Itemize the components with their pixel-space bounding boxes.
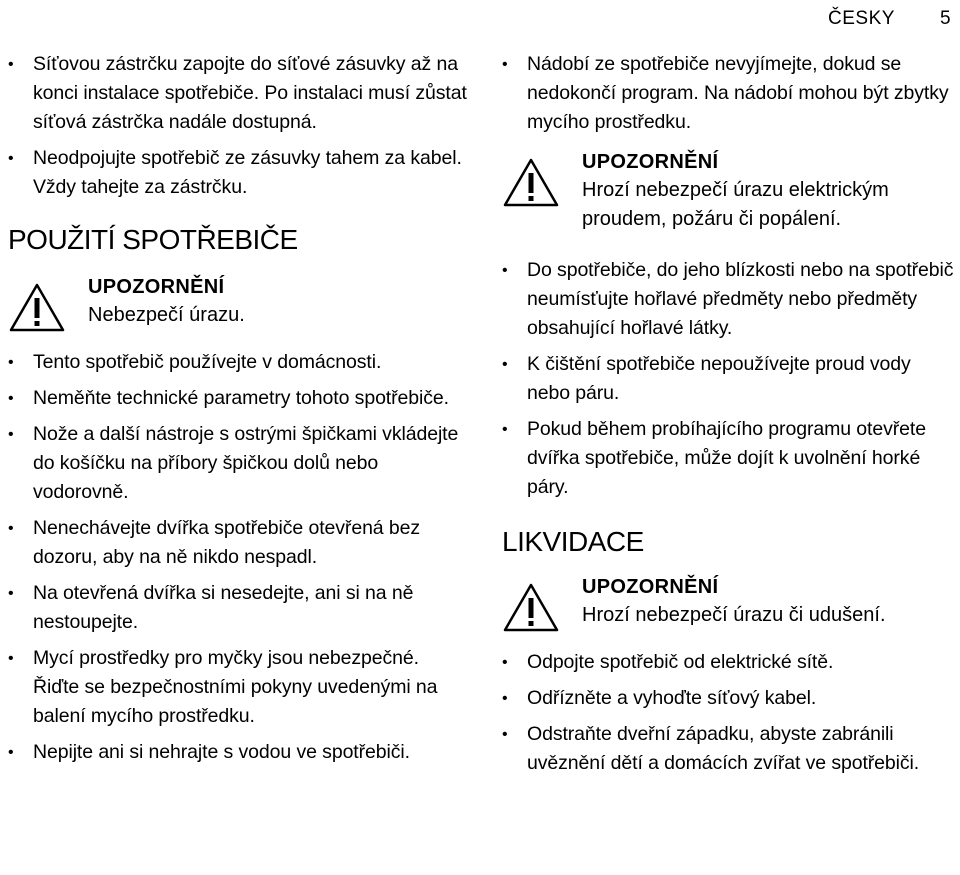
warning-triangle-icon [502, 157, 560, 209]
left-usage-list [8, 348, 468, 767]
list-item: • Neměňte technické parametry tohoto spotřebiče. [8, 384, 468, 413]
list-item: • Síťovou zástrčku zapojte do síťové zásuvky až na konci instalace spotřebiče. Po instalaci musí zůstat síťová zástrčka nadále dostupná. [8, 50, 468, 137]
warning-block [8, 274, 468, 330]
header-language: ČESKY [828, 8, 895, 29]
warning-title: UPOZORNĚNÍ [582, 576, 719, 598]
warning-title: UPOZORNĚNÍ [88, 276, 225, 298]
list-item: • Nože a další nástroje s ostrými špičkami vkládejte do košíčku na příbory špičkou dolů nebo vodorovně. [8, 420, 468, 507]
warning-triangle-icon [8, 282, 66, 334]
right-safety-list [502, 256, 957, 502]
list-item: • Do spotřebiče, do jeho blízkosti nebo na spotřebič neumísťujte hořlavé předměty nebo předměty obsahující hořlavé látky. [502, 256, 957, 343]
list-item: • K čištění spotřebiče nepoužívejte proud vody nebo páru. [502, 350, 957, 408]
warning-text: Nebezpečí úrazu. [88, 304, 245, 326]
list-item: • Tento spotřebič používejte v domácnosti. [8, 348, 468, 377]
section-title-disposal: LIKVIDACE [502, 526, 644, 557]
warning-block [502, 574, 957, 630]
list-item: • Odstraňte dveřní západku, abyste zabránili uvěznění dětí a domácích zvířat ve spotřebiči. [502, 720, 957, 778]
list-item: • Nepijte ani si nehrajte s vodou ve spotřebiči. [8, 738, 468, 767]
list-item: • Pokud během probíhajícího programu otevřete dvířka spotřebiče, může dojít k uvolnění horké páry. [502, 415, 957, 502]
warning-block [502, 149, 957, 234]
left-intro-list [8, 50, 468, 202]
right-column [502, 50, 957, 785]
left-column [8, 50, 468, 774]
list-item: • Odřízněte a vyhoďte síťový kabel. [502, 684, 957, 713]
section-title-usage: POUŽITÍ SPOTŘEBIČE [8, 224, 298, 255]
list-item: • Nenechávejte dvířka spotřebiče otevřená bez dozoru, aby na ně nikdo nespadl. [8, 514, 468, 572]
warning-triangle-icon [502, 582, 560, 634]
list-item: • Neodpojujte spotřebič ze zásuvky tahem za kabel. Vždy tahejte za zástrčku. [8, 144, 468, 202]
list-item: • Na otevřená dvířka si nesedejte, ani si na ně nestoupejte. [8, 579, 468, 637]
warning-text: Hrozí nebezpečí úrazu elektrickým proudem, požáru či popálení. [582, 179, 889, 230]
list-item: • Odpojte spotřebič od elektrické sítě. [502, 648, 957, 677]
list-item: • Mycí prostředky pro myčky jsou nebezpečné. Řiďte se bezpečnostními pokyny uvedenými na balení mycího prostředku. [8, 644, 468, 731]
page-number: 5 [940, 8, 951, 29]
right-disposal-list [502, 648, 957, 778]
list-item: • Nádobí ze spotřebiče nevyjímejte, dokud se nedokončí program. Na nádobí mohou být zbytky mycího prostředku. [502, 50, 957, 137]
right-intro-list [502, 50, 957, 137]
warning-text: Hrozí nebezpečí úrazu či udušení. [582, 604, 886, 626]
warning-title: UPOZORNĚNÍ [582, 151, 719, 173]
